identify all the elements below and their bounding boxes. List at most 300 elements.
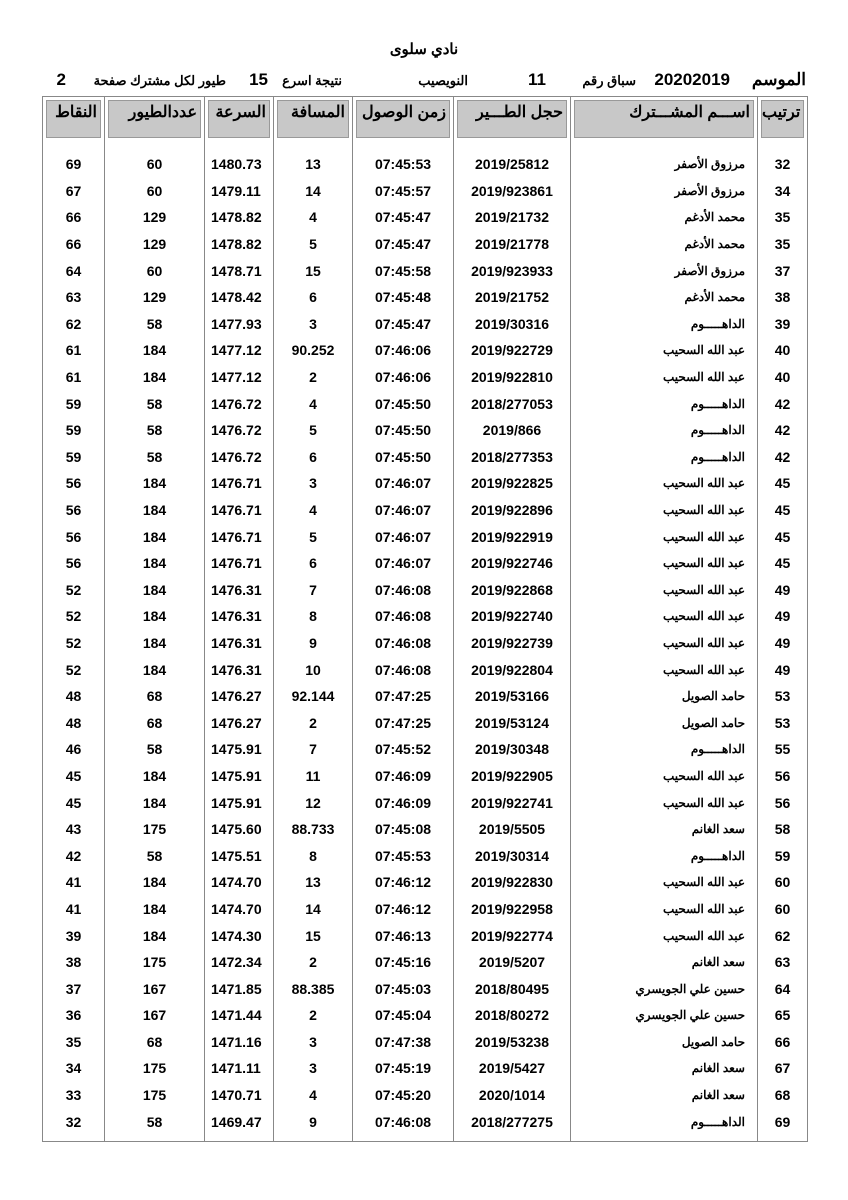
cell-distance: 88.733: [274, 816, 353, 843]
cell-distance: 4: [274, 390, 353, 417]
cell-distance: 7: [274, 736, 353, 763]
cell-birds: 184: [105, 896, 205, 923]
cell-distance: 15: [274, 257, 353, 284]
table-row: [43, 257, 808, 284]
cell-points: 41: [43, 869, 105, 896]
cell-rank: 39: [758, 311, 808, 338]
cell-name: عبد الله السحيب: [571, 630, 758, 657]
cell-speed: 1474.70: [205, 869, 274, 896]
cell-name: مرزوق الأصفر: [571, 139, 758, 178]
cell-name: سعد الغانم: [571, 1082, 758, 1109]
cell-time: 07:46:12: [353, 896, 454, 923]
cell-time: 07:47:25: [353, 709, 454, 736]
cell-name: حسين علي الجويسري: [571, 975, 758, 1002]
cell-name: الداهـــــوم: [571, 311, 758, 338]
cell-rank: 55: [758, 736, 808, 763]
cell-name: الداهـــــوم: [571, 390, 758, 417]
cell-rank: 68: [758, 1082, 808, 1109]
table-row: [43, 178, 808, 205]
cell-distance: 14: [274, 896, 353, 923]
cell-time: 07:46:07: [353, 550, 454, 577]
cell-distance: 6: [274, 284, 353, 311]
cell-ring: 2019/30348: [454, 736, 571, 763]
cell-name: الداهـــــوم: [571, 736, 758, 763]
table-row: [43, 470, 808, 497]
cell-birds: 184: [105, 470, 205, 497]
cell-rank: 49: [758, 656, 808, 683]
cell-name: محمد الأدغم: [571, 284, 758, 311]
cell-rank: 53: [758, 709, 808, 736]
cell-speed: 1474.30: [205, 922, 274, 949]
cell-birds: 167: [105, 1002, 205, 1029]
header-points: النقاط: [43, 97, 105, 140]
cell-rank: 66: [758, 1029, 808, 1056]
header-birds: عددالطيور: [105, 97, 205, 140]
cell-birds: 60: [105, 178, 205, 205]
cell-time: 07:46:07: [353, 523, 454, 550]
cell-birds: 175: [105, 816, 205, 843]
cell-points: 43: [43, 816, 105, 843]
cell-birds: 175: [105, 1082, 205, 1109]
table-row: [43, 444, 808, 471]
cell-distance: 4: [274, 204, 353, 231]
cell-speed: 1471.16: [205, 1029, 274, 1056]
cell-points: 59: [43, 444, 105, 471]
cell-distance: 11: [274, 763, 353, 790]
cell-name: الداهـــــوم: [571, 1108, 758, 1141]
cell-points: 59: [43, 417, 105, 444]
cell-speed: 1479.11: [205, 178, 274, 205]
cell-ring: 2019/922774: [454, 922, 571, 949]
cell-time: 07:45:48: [353, 284, 454, 311]
cell-rank: 58: [758, 816, 808, 843]
cell-name: عبد الله السحيب: [571, 337, 758, 364]
cell-points: 39: [43, 922, 105, 949]
cell-name: حسين علي الجويسري: [571, 1002, 758, 1029]
cell-ring: 2019/21778: [454, 231, 571, 258]
cell-time: 07:46:08: [353, 630, 454, 657]
cell-speed: 1475.91: [205, 763, 274, 790]
cell-time: 07:46:08: [353, 1108, 454, 1141]
cell-ring: 2019/922804: [454, 656, 571, 683]
cell-birds: 58: [105, 444, 205, 471]
cell-ring: 2019/922868: [454, 577, 571, 604]
cell-ring: 2019/30316: [454, 311, 571, 338]
cell-ring: 2019/922740: [454, 603, 571, 630]
cell-points: 32: [43, 1108, 105, 1141]
cell-distance: 5: [274, 417, 353, 444]
cell-time: 07:45:47: [353, 311, 454, 338]
cell-time: 07:45:50: [353, 444, 454, 471]
cell-speed: 1471.11: [205, 1055, 274, 1082]
cell-name: عبد الله السحيب: [571, 763, 758, 790]
cell-points: 64: [43, 257, 105, 284]
cell-points: 37: [43, 975, 105, 1002]
cell-distance: 9: [274, 630, 353, 657]
cell-name: حامد الصويل: [571, 1029, 758, 1056]
table-row: [43, 204, 808, 231]
cell-birds: 184: [105, 550, 205, 577]
cell-points: 41: [43, 896, 105, 923]
cell-ring: 2020/1014: [454, 1082, 571, 1109]
table-row: [43, 683, 808, 710]
cell-speed: 1475.60: [205, 816, 274, 843]
cell-rank: 62: [758, 922, 808, 949]
cell-birds: 68: [105, 683, 205, 710]
table-row: [43, 417, 808, 444]
table-row: [43, 337, 808, 364]
cell-speed: 1474.70: [205, 896, 274, 923]
cell-points: 61: [43, 364, 105, 391]
table-row: [43, 364, 808, 391]
cell-ring: 2019/5427: [454, 1055, 571, 1082]
cell-distance: 7: [274, 577, 353, 604]
cell-birds: 184: [105, 789, 205, 816]
cell-time: 07:46:12: [353, 869, 454, 896]
cell-name: عبد الله السحيب: [571, 577, 758, 604]
cell-rank: 56: [758, 763, 808, 790]
header-rank: ترتيب: [758, 97, 808, 140]
cell-distance: 10: [274, 656, 353, 683]
cell-speed: 1476.71: [205, 497, 274, 524]
cell-time: 07:45:50: [353, 390, 454, 417]
cell-birds: 60: [105, 139, 205, 178]
cell-name: الداهـــــوم: [571, 417, 758, 444]
cell-rank: 49: [758, 603, 808, 630]
cell-speed: 1478.82: [205, 231, 274, 258]
cell-points: 35: [43, 1029, 105, 1056]
cell-birds: 129: [105, 284, 205, 311]
cell-ring: 2019/5505: [454, 816, 571, 843]
table-row: [43, 789, 808, 816]
fastest-count: 15: [249, 70, 268, 89]
cell-rank: 45: [758, 550, 808, 577]
cell-distance: 8: [274, 842, 353, 869]
cell-birds: 184: [105, 656, 205, 683]
cell-ring: 2019/5207: [454, 949, 571, 976]
table-row: [43, 736, 808, 763]
cell-birds: 184: [105, 603, 205, 630]
cell-speed: 1476.72: [205, 444, 274, 471]
cell-speed: 1476.31: [205, 577, 274, 604]
cell-rank: 40: [758, 364, 808, 391]
table-row: [43, 763, 808, 790]
header-distance: المسافة: [274, 97, 353, 140]
cell-time: 07:47:38: [353, 1029, 454, 1056]
cell-ring: 2019/922919: [454, 523, 571, 550]
cell-rank: 45: [758, 497, 808, 524]
cell-points: 45: [43, 789, 105, 816]
cell-name: مرزوق الأصفر: [571, 257, 758, 284]
cell-points: 66: [43, 231, 105, 258]
cell-name: عبد الله السحيب: [571, 523, 758, 550]
cell-birds: 58: [105, 390, 205, 417]
cell-birds: 184: [105, 630, 205, 657]
cell-rank: 38: [758, 284, 808, 311]
cell-time: 07:46:08: [353, 577, 454, 604]
cell-distance: 2: [274, 364, 353, 391]
cell-ring: 2019/25812: [454, 139, 571, 178]
cell-ring: 2019/922810: [454, 364, 571, 391]
cell-rank: 69: [758, 1108, 808, 1141]
cell-name: سعد الغانم: [571, 949, 758, 976]
table-row: [43, 577, 808, 604]
cell-speed: 1477.12: [205, 337, 274, 364]
table-row: [43, 523, 808, 550]
cell-birds: 184: [105, 364, 205, 391]
cell-rank: 45: [758, 523, 808, 550]
cell-rank: 42: [758, 444, 808, 471]
cell-speed: 1475.51: [205, 842, 274, 869]
cell-rank: 35: [758, 231, 808, 258]
cell-time: 07:45:47: [353, 231, 454, 258]
table-row: [43, 842, 808, 869]
cell-birds: 58: [105, 311, 205, 338]
cell-time: 07:46:07: [353, 470, 454, 497]
cell-speed: 1471.44: [205, 1002, 274, 1029]
cell-rank: 45: [758, 470, 808, 497]
cell-distance: 2: [274, 949, 353, 976]
cell-speed: 1476.31: [205, 603, 274, 630]
page-number: 2: [56, 70, 66, 89]
cell-time: 07:46:08: [353, 603, 454, 630]
cell-name: عبد الله السحيب: [571, 470, 758, 497]
cell-ring: 2019/922739: [454, 630, 571, 657]
cell-points: 63: [43, 284, 105, 311]
cell-distance: 9: [274, 1108, 353, 1141]
cell-time: 07:45:53: [353, 842, 454, 869]
cell-birds: 184: [105, 763, 205, 790]
cell-speed: 1477.12: [205, 364, 274, 391]
table-row: [43, 139, 808, 178]
cell-distance: 6: [274, 550, 353, 577]
cell-points: 52: [43, 630, 105, 657]
cell-points: 59: [43, 390, 105, 417]
cell-rank: 53: [758, 683, 808, 710]
cell-distance: 3: [274, 311, 353, 338]
cell-points: 52: [43, 603, 105, 630]
club-title: نادي سلوى: [389, 41, 459, 58]
cell-rank: 60: [758, 896, 808, 923]
cell-rank: 63: [758, 949, 808, 976]
cell-speed: 1476.72: [205, 390, 274, 417]
cell-speed: 1475.91: [205, 736, 274, 763]
cell-speed: 1476.71: [205, 523, 274, 550]
cell-name: حامد الصويل: [571, 709, 758, 736]
cell-ring: 2019/922746: [454, 550, 571, 577]
cell-points: 52: [43, 577, 105, 604]
cell-ring: 2019/21752: [454, 284, 571, 311]
table-row: [43, 975, 808, 1002]
cell-birds: 58: [105, 736, 205, 763]
cell-birds: 184: [105, 869, 205, 896]
cell-name: عبد الله السحيب: [571, 869, 758, 896]
table-row: [43, 1002, 808, 1029]
cell-name: عبد الله السحيب: [571, 364, 758, 391]
cell-name: سعد الغانم: [571, 1055, 758, 1082]
race-number: 11: [528, 70, 546, 89]
cell-distance: 8: [274, 603, 353, 630]
cell-time: 07:46:08: [353, 656, 454, 683]
cell-birds: 58: [105, 1108, 205, 1141]
cell-birds: 184: [105, 337, 205, 364]
cell-name: عبد الله السحيب: [571, 550, 758, 577]
cell-time: 07:46:13: [353, 922, 454, 949]
cell-ring: 2019/21732: [454, 204, 571, 231]
race-name: النويصيب: [418, 73, 468, 88]
cell-time: 07:46:06: [353, 364, 454, 391]
cell-ring: 2019/923861: [454, 178, 571, 205]
cell-points: 62: [43, 311, 105, 338]
cell-points: 45: [43, 763, 105, 790]
cell-ring: 2019/53238: [454, 1029, 571, 1056]
table-row: [43, 1082, 808, 1109]
table-row: [43, 284, 808, 311]
cell-rank: 49: [758, 630, 808, 657]
cell-speed: 1470.71: [205, 1082, 274, 1109]
cell-time: 07:45:19: [353, 1055, 454, 1082]
result-label: نتيجة اسرع: [282, 73, 342, 88]
cell-ring: 2018/80495: [454, 975, 571, 1002]
table-row: [43, 1055, 808, 1082]
cell-name: عبد الله السحيب: [571, 656, 758, 683]
cell-ring: 2019/922729: [454, 337, 571, 364]
cell-rank: 40: [758, 337, 808, 364]
cell-distance: 3: [274, 1029, 353, 1056]
cell-rank: 32: [758, 139, 808, 178]
cell-points: 61: [43, 337, 105, 364]
cell-birds: 129: [105, 231, 205, 258]
cell-ring: 2018/277053: [454, 390, 571, 417]
cell-time: 07:46:06: [353, 337, 454, 364]
cell-rank: 56: [758, 789, 808, 816]
cell-speed: 1476.31: [205, 630, 274, 657]
cell-name: عبد الله السحيب: [571, 789, 758, 816]
cell-time: 07:45:47: [353, 204, 454, 231]
cell-time: 07:45:04: [353, 1002, 454, 1029]
cell-points: 56: [43, 550, 105, 577]
cell-birds: 58: [105, 417, 205, 444]
cell-points: 34: [43, 1055, 105, 1082]
header-ring: حجل الطـــير: [454, 97, 571, 140]
cell-ring: 2019/922958: [454, 896, 571, 923]
cell-ring: 2018/277275: [454, 1108, 571, 1141]
cell-speed: 1469.47: [205, 1108, 274, 1141]
cell-distance: 5: [274, 523, 353, 550]
cell-distance: 4: [274, 1082, 353, 1109]
header-row: [43, 97, 808, 140]
per-page-label: طيور لكل مشترك صفحة: [93, 73, 226, 88]
cell-ring: 2019/922896: [454, 497, 571, 524]
cell-rank: 37: [758, 257, 808, 284]
cell-points: 48: [43, 683, 105, 710]
cell-birds: 175: [105, 1055, 205, 1082]
cell-rank: 42: [758, 417, 808, 444]
cell-name: الداهـــــوم: [571, 444, 758, 471]
cell-points: 69: [43, 139, 105, 178]
cell-speed: 1476.72: [205, 417, 274, 444]
cell-ring: 2019/866: [454, 417, 571, 444]
cell-speed: 1480.73: [205, 139, 274, 178]
cell-birds: 129: [105, 204, 205, 231]
cell-points: 48: [43, 709, 105, 736]
cell-name: محمد الأدغم: [571, 231, 758, 258]
cell-rank: 67: [758, 1055, 808, 1082]
cell-distance: 3: [274, 1055, 353, 1082]
cell-birds: 184: [105, 922, 205, 949]
cell-distance: 13: [274, 139, 353, 178]
cell-ring: 2019/922741: [454, 789, 571, 816]
cell-ring: 2018/277353: [454, 444, 571, 471]
cell-speed: 1476.71: [205, 470, 274, 497]
cell-ring: 2019/53166: [454, 683, 571, 710]
cell-rank: 35: [758, 204, 808, 231]
cell-speed: 1471.85: [205, 975, 274, 1002]
cell-time: 07:45:50: [353, 417, 454, 444]
cell-time: 07:46:09: [353, 789, 454, 816]
cell-rank: 42: [758, 390, 808, 417]
cell-birds: 175: [105, 949, 205, 976]
cell-time: 07:45:20: [353, 1082, 454, 1109]
cell-speed: 1476.71: [205, 550, 274, 577]
cell-points: 66: [43, 204, 105, 231]
cell-time: 07:45:08: [353, 816, 454, 843]
cell-birds: 184: [105, 523, 205, 550]
cell-distance: 92.144: [274, 683, 353, 710]
cell-speed: 1472.34: [205, 949, 274, 976]
cell-speed: 1478.71: [205, 257, 274, 284]
cell-name: سعد الغانم: [571, 816, 758, 843]
cell-speed: 1476.27: [205, 709, 274, 736]
cell-points: 67: [43, 178, 105, 205]
table-row: [43, 656, 808, 683]
cell-points: 42: [43, 842, 105, 869]
cell-rank: 49: [758, 577, 808, 604]
cell-speed: 1478.82: [205, 204, 274, 231]
cell-time: 07:45:03: [353, 975, 454, 1002]
cell-ring: 2019/30314: [454, 842, 571, 869]
race-label: سباق رقم: [582, 73, 636, 88]
cell-name: الداهـــــوم: [571, 842, 758, 869]
cell-ring: 2019/922905: [454, 763, 571, 790]
cell-name: عبد الله السحيب: [571, 922, 758, 949]
cell-points: 52: [43, 656, 105, 683]
cell-distance: 4: [274, 497, 353, 524]
cell-name: عبد الله السحيب: [571, 497, 758, 524]
table-row: [43, 497, 808, 524]
cell-time: 07:46:07: [353, 497, 454, 524]
table-row: [43, 816, 808, 843]
cell-ring: 2018/80272: [454, 1002, 571, 1029]
cell-points: 33: [43, 1082, 105, 1109]
header-name: اســـم المشـــترك: [571, 97, 758, 140]
cell-distance: 2: [274, 709, 353, 736]
cell-rank: 60: [758, 869, 808, 896]
cell-speed: 1477.93: [205, 311, 274, 338]
cell-distance: 90.252: [274, 337, 353, 364]
cell-birds: 184: [105, 577, 205, 604]
cell-time: 07:45:53: [353, 139, 454, 178]
cell-distance: 88.385: [274, 975, 353, 1002]
table-row: [43, 709, 808, 736]
cell-time: 07:45:16: [353, 949, 454, 976]
table-row: [43, 869, 808, 896]
results-table: [42, 96, 808, 1142]
cell-speed: 1478.42: [205, 284, 274, 311]
cell-ring: 2019/923933: [454, 257, 571, 284]
cell-points: 56: [43, 470, 105, 497]
cell-distance: 5: [274, 231, 353, 258]
